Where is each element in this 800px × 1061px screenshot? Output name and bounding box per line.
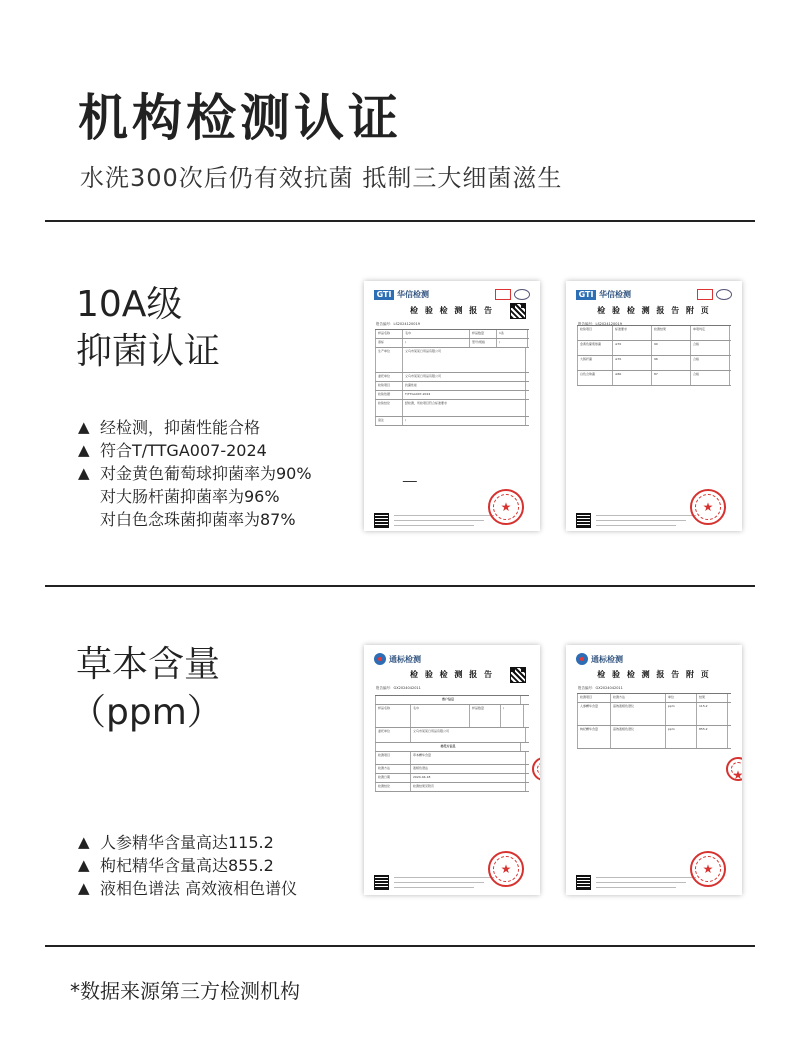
list-item (78, 416, 312, 439)
lab-logo-text: 通标检测 (389, 654, 421, 664)
table-row: 人参精华含量 高效液相色谱仪 ppm 115.2 (577, 703, 731, 726)
triangle-icon: ▲ (78, 418, 90, 436)
report-title: 检 验 检 测 报 告 (410, 670, 494, 679)
table-row: 检测项目 检测方法 单位 结果 (577, 694, 731, 703)
lab-logo-mark-icon: GTI (374, 290, 394, 300)
qr-code-icon (576, 513, 591, 528)
table-row: 检测项目 草本精华含量 (375, 752, 529, 765)
footer-line (394, 515, 494, 516)
data-source-note: *数据来源第三方检测机构 (70, 979, 300, 1003)
lab-logo (576, 653, 623, 665)
footer-line (394, 882, 484, 883)
table-row: 备注 / (375, 417, 529, 426)
table-row: 枸杞精华含量 高效液相色谱仪 ppm 855.2 (577, 726, 731, 749)
triangle-icon: ▲ (78, 879, 90, 897)
triangle-icon: ▲ (78, 464, 90, 482)
report-title: 检 验 检 测 报 告 附 页 (597, 670, 711, 679)
footer-line (394, 520, 484, 521)
table-row: 委托方信息 (375, 743, 529, 752)
divider-middle (45, 585, 755, 587)
table-row: 样品名称 毛巾 样品数量 1条 (375, 330, 529, 339)
bullet-text: 枸杞精华含量高达855.2 (100, 856, 274, 875)
bullet-continuation: 对大肠杆菌抑菌率为96% (100, 487, 280, 506)
footer-line (596, 520, 686, 521)
footer-line (394, 877, 494, 878)
table-row: 检验项目 抗菌性能 (375, 382, 529, 391)
report-card-antibacterial-annex (566, 281, 742, 531)
table-row: 检验依据 T/TTGA007-2024 (375, 391, 529, 400)
section1-title-line1: 10A级 (76, 284, 183, 325)
qr-code-icon (576, 875, 591, 890)
page-subtitle: 水洗300次后仍有效抗菌 抵制三大细菌滋生 (80, 164, 563, 192)
table-row: 商标 / 型号/规格 / (375, 339, 529, 348)
page-title: 机构检测认证 (78, 89, 402, 147)
report-table (577, 325, 731, 386)
divider-bottom (45, 945, 755, 947)
divider-top (45, 220, 755, 222)
table-row: 检测结论 检测结果见附页 (375, 783, 529, 792)
triangle-icon: ▲ (78, 833, 90, 851)
report-card-herbal (364, 645, 540, 895)
bullet-text: 符合T/TTGA007-2024 (100, 441, 267, 460)
bullet-text: 对金黄色葡萄球抑菌率为90% (100, 464, 312, 483)
triangle-icon: ▲ (78, 856, 90, 874)
qr-code-icon (374, 513, 389, 528)
lab-logo (374, 653, 421, 665)
lab-logo-mark-icon: GTI (576, 290, 596, 300)
official-stamp-icon (488, 489, 524, 525)
lab-logo-text: 通标检测 (591, 654, 623, 664)
lab-logo-text: 华信检测 (397, 290, 429, 299)
report-number: 报告编号：GX2024042011 (376, 686, 421, 690)
footer-line (596, 877, 696, 878)
lab-logo-mark-icon (576, 653, 588, 665)
table-row: 白色念珠菌 ≥60 87 合格 (577, 371, 731, 386)
report-number: 报告编号：LS2024120019 (578, 322, 622, 326)
official-stamp-icon (690, 851, 726, 887)
seam-stamp-icon (532, 757, 540, 781)
section2-title-line2: （ppm） (70, 692, 223, 733)
table-row: 客户信息 (375, 696, 529, 705)
report-number: 报告编号：LS2024120019 (376, 322, 420, 326)
list-item (78, 854, 297, 877)
bullet-text: 经检测，抑菌性能合格 (100, 418, 261, 437)
cma-badge-icon (697, 289, 713, 300)
section1-title-line2: 抑菌认证 (76, 331, 221, 372)
footer-line (596, 515, 696, 516)
official-stamp-icon (690, 489, 726, 525)
cma-badge-icon (495, 289, 511, 300)
report-title: 检 验 检 测 报 告 附 页 (597, 306, 711, 315)
table-row: 委托单位 义乌市某某日用品有限公司 (375, 728, 529, 743)
lab-logo-text: 华信检测 (599, 290, 631, 299)
section1-bullet-list (78, 416, 312, 531)
section2-bullet-list (78, 831, 297, 900)
table-row: 样品名称 毛巾 样品数量 / (375, 705, 529, 728)
footer-line (394, 525, 474, 526)
report-table (375, 695, 529, 792)
seam-stamp-icon (726, 757, 742, 781)
certification-badges (495, 289, 530, 300)
list-item (78, 462, 312, 485)
bullet-text: 液相色谱法 高效液相色谱仪 (100, 879, 298, 898)
report-card-antibacterial (364, 281, 540, 531)
footer-line (596, 882, 686, 883)
table-row: 生产单位 义乌市某某日用品有限公司 (375, 348, 529, 373)
table-row: 检验项目 标准要求 检测结果 单项判定 (577, 326, 731, 341)
footer-line (596, 887, 676, 888)
report-title: 检 验 检 测 报 告 (410, 306, 494, 315)
cnas-badge-icon (514, 289, 530, 300)
lab-logo (576, 289, 631, 300)
bullet-text: 人参精华含量高达115.2 (100, 833, 274, 852)
report-table (375, 329, 529, 426)
list-item (78, 831, 297, 854)
table-row: 检测日期 2024-04-18 (375, 774, 529, 783)
signature-mark (403, 477, 420, 482)
bullet-continuation: 对白色念珠菌抑菌率为87% (100, 510, 296, 529)
qr-code-icon (374, 875, 389, 890)
report-card-herbal-annex (566, 645, 742, 895)
table-row: 检验结论 经检测，所检项目符合标准要求 (375, 400, 529, 417)
triangle-icon: ▲ (78, 441, 90, 459)
table-row: 金黄色葡萄球菌 ≥70 90 合格 (577, 341, 731, 356)
certification-badges (697, 289, 732, 300)
official-stamp-icon (488, 851, 524, 887)
lab-logo (374, 289, 429, 300)
cnas-badge-icon (716, 289, 732, 300)
section2-title-line1: 草本含量 (76, 644, 221, 685)
lab-logo-mark-icon (374, 653, 386, 665)
report-table (577, 693, 731, 749)
footer-line (596, 525, 676, 526)
table-row: 委托单位 义乌市某某日用品有限公司 (375, 373, 529, 382)
list-item (78, 439, 312, 462)
table-row: 检测方法 液相色谱法 (375, 765, 529, 774)
footer-line (394, 887, 474, 888)
report-number: 报告编号：GX2024042011 (578, 686, 623, 690)
table-row: 大肠杆菌 ≥70 96 合格 (577, 356, 731, 371)
list-item (78, 877, 297, 900)
